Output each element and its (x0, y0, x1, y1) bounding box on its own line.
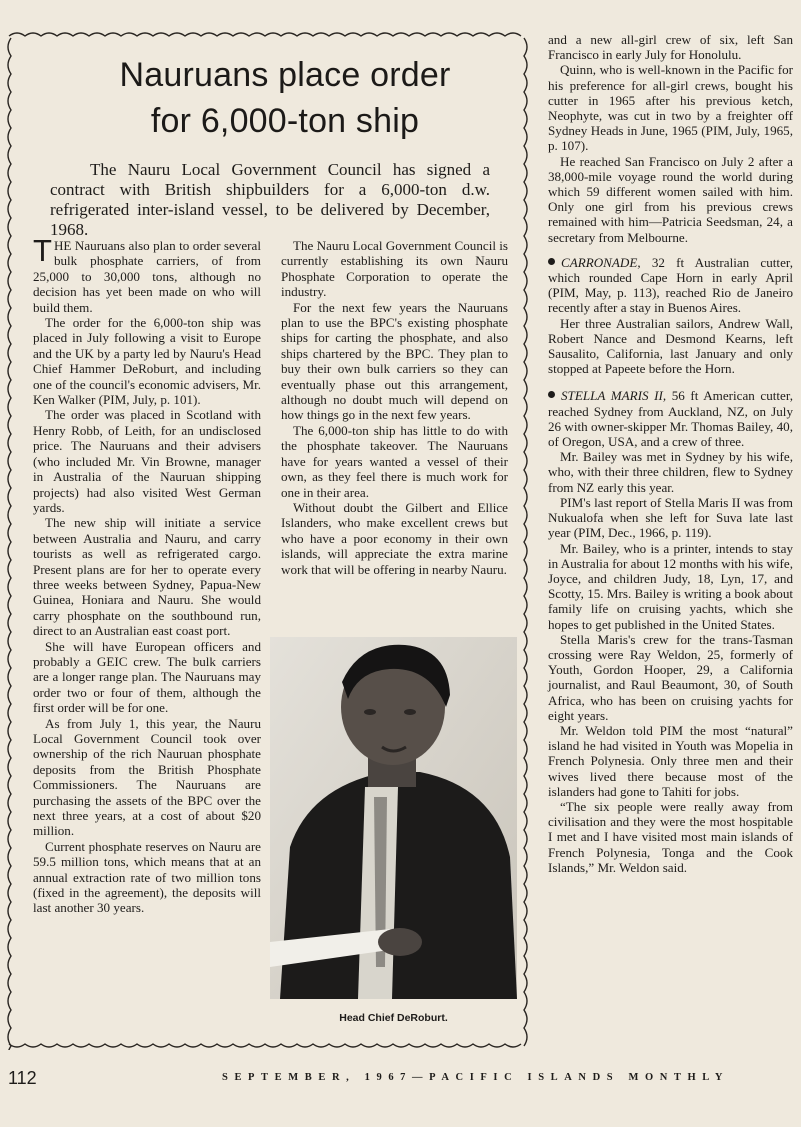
paragraph-3: The order was placed in Scotland with Henry Robb, of Leith, for an undisclosed price. The Nauruans and their advisers (who included Mr. Vin Browne, manager in Australia of the Nauruan shipping projects) had also visited West German yards. (33, 407, 261, 515)
page-footer (0, 1064, 801, 1094)
article-standfirst: The Nauru Local Government Council has signed a contract with British shipbuilders for a 6,000-ton d.w. refrigerated inter-island vessel, to be delivered by December, 1968. (50, 160, 490, 239)
paragraph-4: The new ship will initiate a service between Australia and Nauru, and carry tourists as well as refrigerated cargo. Present plans are for her to operate every three weeks between Sydney, Papua-New Guinea, Honiara and Nauru. She would carry phosphate on the southbound run, direct to an Australian east coast port. (33, 515, 261, 639)
paragraph-7: Mr. Bailey was met in Sydney by his wife, who, with their three children, flew to Sydney from NZ early this year. (548, 449, 793, 495)
headline-line-1: Nauruans place order (119, 56, 451, 94)
paragraph-11: Mr. Weldon told PIM the most “natural” island he had visited in Youth was Mopelia in French Polynesia. Only three men and their wives lived there because most of the islanders had gone to Tahiti for jobs. (548, 722, 793, 799)
paragraph-7: Current phosphate reserves on Nauru are 59.5 million tons, which means that at an annual extraction rate of two million tons (fixed in the agreement), the deposits will last another 30 years. (33, 838, 261, 916)
item-carronade: CARRONADE, 32 ft Australian cutter, which rounded Cape Horn in early April (PIM, May, p. 113), reached Rio de Janeiro recently after a stay in Buenos Aires. (548, 254, 793, 316)
paragraph-3: He reached San Francisco on July 2 after a 38,000-mile voyage round the world during which 59 different women sailed with him. Only one girl from his previous crews remained with him—Patricia Seedsman, 24, a secretary from Melbourne. (548, 153, 793, 245)
article-column-2 (281, 238, 508, 577)
paragraph-1: and a new all-girl crew of six, left San Francisco in early July for Honolulu. (548, 32, 793, 63)
paragraph-4: Without doubt the Gilbert and Ellice Islanders, who make excellent crews but who have a poor economy in their own islands, will appreciate the extra marine work that will be offering in nearby Nauru. (281, 499, 508, 577)
paragraph-12: “The six people were really away from civilisation and they were the most hospitable I met and I have visited most main islands of French Polynesia, Tonga and the Cook Islands,” Mr. Weldon said. (548, 798, 793, 875)
running-head: SEPTEMBER, 1967—PACIFIC ISLANDS MONTHLY (222, 1072, 730, 1083)
paragraph-2: The order for the 6,000-ton ship was placed in July following a visit to Europe and the UK by a party led by Nauru's Head Chief Hammer DeRoburt, and including one of the council's economic advisers, Mr. Ken Walker (PIM, July, p. 101). (33, 315, 261, 408)
bullet-icon (548, 258, 555, 265)
side-column (548, 32, 793, 875)
yacht-name-stella-maris: STELLA MARIS II, (561, 388, 667, 404)
yacht-name-carronade: CARRONADE, (561, 254, 641, 270)
bullet-icon (548, 391, 555, 398)
paragraph-3: The 6,000-ton ship has little to do with the phosphate takeover. The Nauruans have for years wanted a vessel of their own, as they feel there is much work for one in their area. (281, 422, 508, 500)
article-column-1 (33, 233, 261, 916)
page-number: 112 (8, 1068, 37, 1088)
drop-cap: T (33, 233, 52, 268)
paragraph-9: Mr. Bailey, who is a printer, intends to stay in Australia for about 12 months with his wife, Joyce, and children Judy, 18, Lyn, 17, and Scotty, 15. Mrs. Bailey is writing a book about family life on cruising yachts, which she hopes to get published in the United States. (548, 540, 793, 632)
headline-line-2: for 6,000-ton ship (150, 102, 420, 140)
article-headline (110, 52, 460, 144)
paragraph-5: She will have European officers and probably a GEIC crew. The bulk carriers are a longer range plan. The Nauruans may order two or four of them, although the first order will be for one. (33, 638, 261, 716)
paragraph-5: Her three Australian sailors, Andrew Wall, Robert Nance and Desmond Kearns, left Sausalito, California, last January and only stopped at Papeete before the Horn. (548, 315, 793, 377)
paragraph-2: Quinn, who is well-known in the Pacific for his preference for all-girl crews, bought his cutter in 1965 after his previous ketch, Neophyte, was cut in two by a freighter off Sydney Heads in June, 1965 (PIM, July, 1965, p. 107). (548, 62, 793, 154)
paragraph-1: THE Nauruans also plan to order several bulk phosphate carriers, of from 25,000 to 30,000 tons, although no decision has yet been made on who will build them. (33, 233, 261, 315)
paragraph-1: The Nauru Local Government Council is currently establishing its own Nauru Phosphate Corporation to operate the industry. (281, 238, 508, 300)
photo-caption: Head Chief DeRoburt. (339, 1012, 448, 1024)
paragraph-2: For the next few years the Nauruans plan to use the BPC's existing phosphate ships for carting the phosphate, and also ships chartered by the BPC. They plan to buy their own bulk carriers so they can eventually phase out this arrangement, although no doubt much will depend on how things go in the next few years. (281, 299, 508, 423)
paragraph-6: As from July 1, this year, the Nauru Local Government Council took over ownership of the rich Nauruan phosphate deposits from the British Phosphate Commissioners. The Nauruans are purchasing the assets of the BPC over the next three years, at a cost of about $20 million. (33, 715, 261, 839)
paragraph-8: PIM's last report of Stella Maris II was from Nukualofa when she left for Suva late last year (PIM, Dec., 1966, p. 119). (548, 494, 793, 541)
item-stella-maris: STELLA MARIS II, 56 ft American cutter, reached Sydney from Auckland, NZ, on July 26 with owner-skipper Mr. Thomas Bailey, 40, of Oregon, USA, and a crew of three. (548, 388, 793, 450)
paragraph-10: Stella Maris's crew for the trans-Tasman crossing were Ray Weldon, 25, formerly of Youth, Gordon Hooper, 29, a California journalist, and Raul Beaumont, 30, of South Africa, who has been on cruising yachts for eight years. (548, 631, 793, 723)
portrait-photo (270, 637, 517, 999)
